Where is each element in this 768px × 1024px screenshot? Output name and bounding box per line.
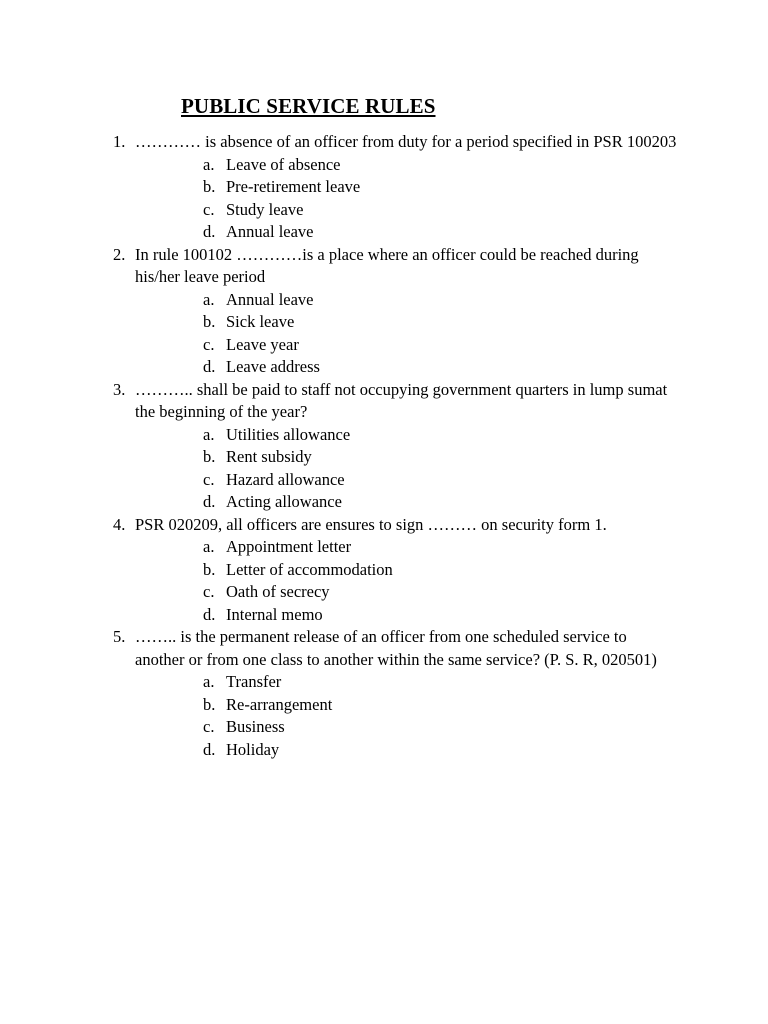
question-2 [0,244,680,289]
question-3 [0,379,680,424]
option-letter: c. [203,582,215,601]
option-text: Rent subsidy [226,447,312,466]
option-text: Leave of absence [226,154,341,174]
option-5b [0,694,768,717]
option-letter: d. [203,739,216,759]
option-text: Re-arrangement [226,694,333,714]
option-1a [0,154,768,177]
option-text: Holiday [226,739,280,759]
option-letter: a. [203,424,215,444]
question-list [0,131,768,761]
option-4b [0,559,768,582]
question-number: 5. [113,627,126,646]
question-number: 1. [113,132,126,151]
option-letter: c. [203,469,215,489]
option-2a [0,289,768,312]
option-5c [0,716,768,739]
option-text: Leave address [226,357,320,376]
option-letter: d. [203,492,216,511]
option-1d [0,221,768,244]
question-5 [0,626,680,671]
option-text: Annual leave [226,222,314,241]
option-text: Sick leave [226,312,295,331]
option-text: Hazard allowance [226,469,345,489]
option-4d [0,604,768,627]
option-letter: c. [203,717,215,736]
option-5a [0,671,768,694]
question-text: …….. is the permanent release of an officer from one scheduled service to another or from one class to another within the same service? (P. S. R, 020501) [135,627,657,669]
option-letter: a. [203,672,215,691]
option-4a [0,536,768,559]
option-1c [0,199,768,222]
option-1b [0,176,768,199]
option-letter: a. [203,154,215,174]
option-4c [0,581,768,604]
document-title: PUBLIC SERVICE RULES [181,94,436,118]
option-2b [0,311,768,334]
question-text: In rule 100102 …………is a place where an officer could be reached during his/her leave period [135,244,639,286]
option-2c [0,334,768,357]
option-letter: c. [203,199,215,219]
option-letter: b. [203,447,216,466]
option-3a [0,424,768,447]
option-text: Annual leave [226,289,314,309]
option-letter: c. [203,334,215,354]
option-5d [0,739,768,762]
option-letter: d. [203,604,216,624]
option-text: Utilities allowance [226,424,351,444]
option-2d [0,356,768,379]
option-3b [0,446,768,469]
option-text: Transfer [226,672,282,691]
question-1 [0,131,680,154]
option-letter: a. [203,537,215,556]
question-text: ………… is absence of an officer from duty for a period specified in PSR 100203 [135,132,677,151]
option-text: Acting allowance [226,492,342,511]
question-number: 2. [113,244,126,264]
option-letter: b. [203,312,216,331]
option-letter: d. [203,222,216,241]
option-text: Leave year [226,334,299,354]
option-letter: b. [203,177,216,196]
question-number: 4. [113,514,126,534]
option-letter: a. [203,289,215,309]
option-text: Study leave [226,199,304,219]
option-text: Letter of accommodation [226,559,393,579]
question-number: 3. [113,379,126,399]
option-3d [0,491,768,514]
option-3c [0,469,768,492]
option-text: Oath of secrecy [226,582,330,601]
option-text: Internal memo [226,604,323,624]
option-letter: b. [203,694,216,714]
option-letter: b. [203,559,216,579]
question-4 [0,514,680,537]
option-text: Appointment letter [226,537,352,556]
option-text: Business [226,717,285,736]
question-text: PSR 020209, all officers are ensures to sign ……… on security form 1. [135,514,607,534]
question-text: ……….. shall be paid to staff not occupying government quarters in lump sumat the beginning of the year? [135,379,668,421]
option-text: Pre-retirement leave [226,177,361,196]
option-letter: d. [203,357,216,376]
